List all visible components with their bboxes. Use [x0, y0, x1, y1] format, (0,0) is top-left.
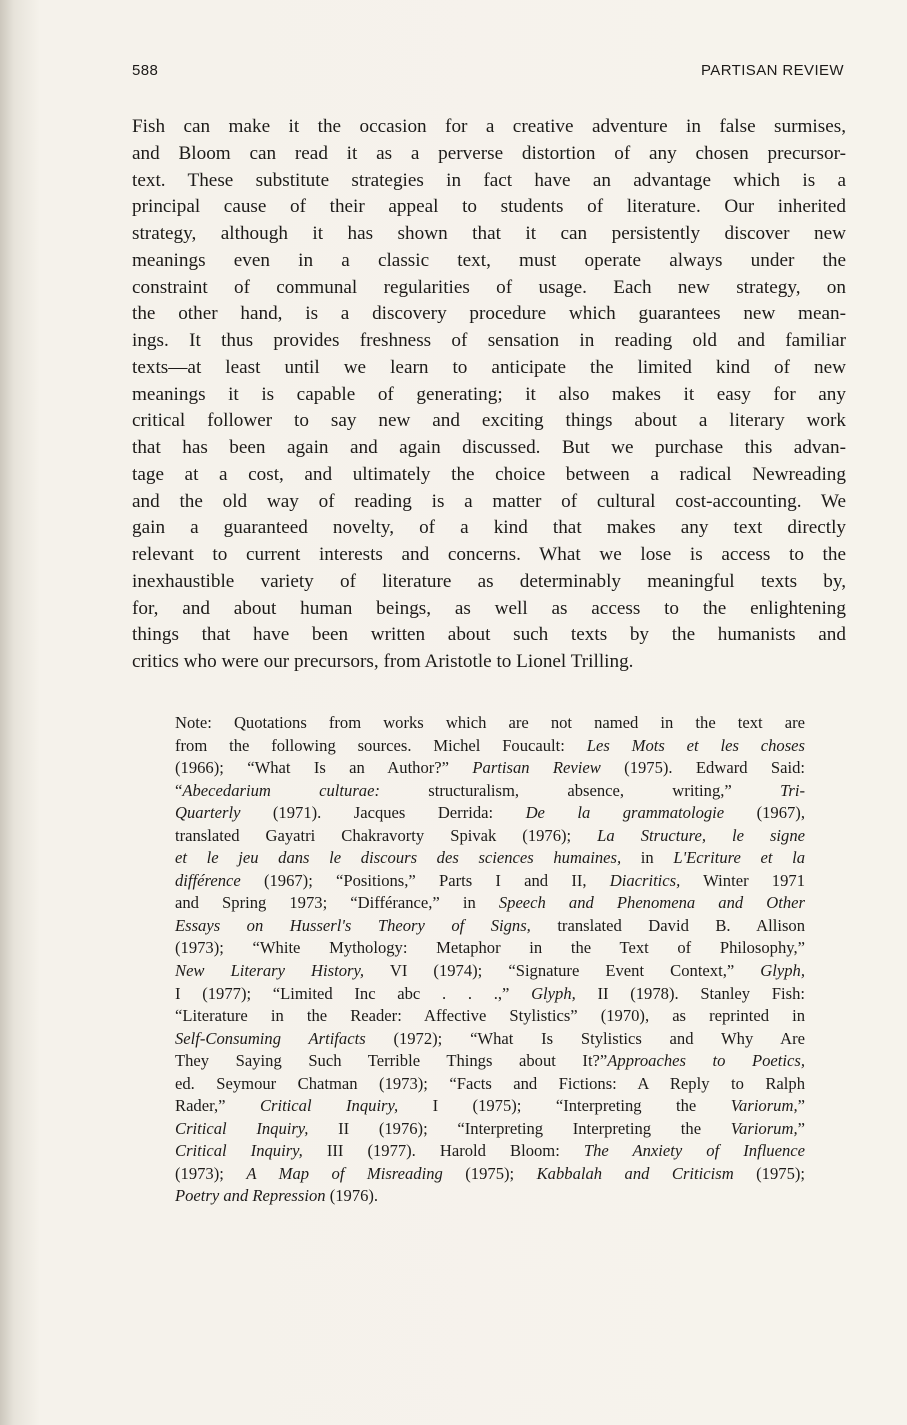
note-line: [175, 1073, 805, 1096]
note-italic-text: Poetry and Repression: [175, 1186, 326, 1206]
body-line: inexhaustible variety of literature as determinably meaningful texts by,: [132, 570, 846, 592]
note-italic-text: Speech and Phenomena and Other: [498, 893, 805, 913]
note-italic-text: Approaches to Poetics,: [607, 1051, 805, 1071]
running-header: [132, 62, 844, 88]
body-line: the other hand, is a discovery procedure which guarantees new mean-: [132, 303, 846, 325]
note-text: (1971). Jacques Derrida:: [240, 803, 526, 823]
note-line: [175, 847, 805, 870]
note-text: structuralism, absence, writing,”: [379, 780, 781, 800]
note-italic-text: De la grammatologie: [525, 803, 725, 823]
note-italic-text: La Structure, le signe: [597, 825, 805, 845]
body-line: text. These substitute strategies in fact have an advantage which is a: [132, 169, 846, 191]
note-italic-text: Tri-: [780, 780, 805, 800]
note-line: [175, 915, 805, 938]
body-line: gain a guaranteed novelty, of a kind that makes any text directly: [132, 517, 846, 539]
body-line: relevant to current interests and concerns. What we lose is access to the: [132, 544, 846, 565]
note-text: “Literature in the Reader: Affective Stylistics” (1970), as reprinted in: [175, 1006, 805, 1026]
note-text: (1967); “Positions,” Parts I and II,: [240, 870, 610, 890]
note-italic-text: Self-Consuming Artifacts: [175, 1028, 366, 1048]
note-text: translated Gayatri Chakravorty Spivak (1976);: [175, 825, 598, 845]
note-line: [175, 712, 805, 735]
note-line: [175, 870, 805, 893]
body-line: tage at a cost, and ultimately the choice between a radical Newreading: [132, 463, 846, 485]
note-text: ”: [797, 1096, 805, 1116]
note-text: VI (1974); “Signature Event Context,”: [364, 961, 761, 981]
note-text: translated David B. Allison: [530, 915, 805, 935]
note-italic-text: Variorum,: [730, 1118, 798, 1138]
page-number: 588: [132, 62, 159, 79]
note-text: (1975). Edward Said:: [600, 758, 805, 778]
note-italic-text: A Map of Misreading: [246, 1163, 443, 1183]
body-line: meanings even in a classic text, must operate always under the: [132, 249, 846, 271]
note-text: ed. Seymour Chatman (1973); “Facts and Fictions: A Reply to Ralph: [175, 1073, 805, 1093]
body-line: things that have been written about such texts by the humanists and: [132, 624, 846, 646]
note-italic-text: Glyph,: [760, 961, 805, 981]
note-italic-text: Quarterly: [175, 803, 241, 823]
note-text: (1975);: [733, 1163, 806, 1183]
note-text: (1973); “White Mythology: Metaphor in the Text of Philosophy,”: [175, 938, 805, 958]
body-paragraph: [132, 114, 846, 676]
note-text: I (1977); “Limited Inc abc . . .,”: [175, 983, 532, 1003]
note-italic-text: Kabbalah and Criticism: [536, 1163, 734, 1183]
note-text: I (1975); “Interpreting the: [398, 1096, 731, 1116]
note-line: [175, 1050, 805, 1073]
note-line: [175, 1163, 805, 1186]
note-text: (1976).: [325, 1186, 379, 1206]
journal-title: PARTISAN REVIEW: [701, 62, 844, 79]
note-text: “: [175, 780, 183, 800]
note-italic-text: Critical Inquiry,: [175, 1141, 303, 1161]
note-text: II (1976); “Interpreting Interpreting the: [308, 1118, 731, 1138]
body-line: and Bloom can read it as a perverse distortion of any chosen precursor-: [132, 142, 846, 164]
note-italic-text: Variorum,: [730, 1096, 798, 1116]
note-line: [175, 983, 805, 1006]
note-text: II (1978). Stanley Fish:: [575, 983, 806, 1003]
note-line: [175, 780, 805, 803]
source-note: [175, 712, 805, 1208]
note-text: (1972); “What Is Stylistics and Why Are: [365, 1028, 806, 1048]
note-line: [175, 1118, 805, 1141]
note-text: Winter 1971: [680, 870, 805, 890]
body-line: strategy, although it has shown that it can persistently discover new: [132, 223, 846, 244]
note-text: Note: Quotations from works which are not named in the text are: [175, 713, 805, 732]
body-line: meanings it is capable of generating; it also makes it easy for any: [132, 383, 846, 405]
note-line: [175, 1095, 805, 1118]
note-line: [175, 825, 805, 848]
body-line: constraint of communal regularities of usage. Each new strategy, on: [132, 276, 846, 298]
note-italic-text: Diacritics,: [609, 870, 681, 890]
note-text: Rader,”: [175, 1096, 260, 1116]
note-italic-text: Essays on Husserl's Theory of Signs,: [175, 915, 531, 935]
note-line: [175, 1005, 805, 1028]
note-line: [175, 802, 805, 825]
body-line: critical follower to say new and exciting things about a literary work: [132, 410, 846, 432]
note-text: (1973);: [175, 1163, 247, 1183]
note-italic-text: Abecedarium culturae:: [182, 780, 380, 800]
note-text: (1975);: [442, 1163, 537, 1183]
note-text: III (1977). Harold Bloom:: [302, 1141, 584, 1161]
body-line: that has been again and again discussed. But we purchase this advan-: [132, 437, 846, 458]
body-line: and the old way of reading is a matter of cultural cost-accounting. We: [132, 490, 846, 512]
note-text: in: [621, 848, 674, 868]
note-text: They Saying Such Terrible Things about It?”: [175, 1051, 608, 1071]
body-line: for, and about human beings, as well as access to the enlightening: [132, 597, 846, 619]
note-text: and Spring 1973; “Différance,” in: [175, 893, 499, 913]
note-text: (1967),: [724, 803, 805, 823]
note-italic-text: et le jeu dans le discours des sciences humaines,: [175, 848, 622, 868]
note-italic-text: L'Ecriture et la: [673, 848, 805, 868]
note-italic-text: Les Mots et les choses: [586, 735, 806, 755]
note-italic-text: différence: [175, 870, 241, 890]
note-text: (1966); “What Is an Author?”: [175, 758, 473, 778]
note-line: [175, 937, 805, 960]
body-line: principal cause of their appeal to students of literature. Our inherited: [132, 196, 846, 218]
note-italic-text: The Anxiety of Influence: [583, 1141, 805, 1161]
note-text: from the following sources. Michel Foucault:: [175, 735, 587, 755]
note-line: [175, 960, 805, 983]
note-line: [175, 892, 805, 915]
body-line: critics who were our precursors, from Aristotle to Lionel Trilling.: [132, 651, 634, 672]
note-italic-text: Partisan Review: [472, 758, 601, 778]
note-line: [175, 1140, 805, 1163]
body-line: ings. It thus provides freshness of sensation in reading old and familiar: [132, 330, 846, 351]
note-italic-text: Critical Inquiry,: [259, 1096, 399, 1116]
note-line: [175, 735, 805, 758]
note-line: [175, 1028, 805, 1051]
note-italic-text: Glyph,: [531, 983, 576, 1003]
body-line: Fish can make it the occasion for a creative adventure in false surmises,: [132, 116, 846, 137]
body-line: texts—at least until we learn to anticipate the limited kind of new: [132, 356, 846, 378]
note-italic-text: New Literary History,: [175, 961, 365, 981]
note-line: [175, 1185, 805, 1208]
note-text: ”: [797, 1118, 805, 1138]
note-italic-text: Critical Inquiry,: [175, 1118, 309, 1138]
note-line: [175, 757, 805, 780]
